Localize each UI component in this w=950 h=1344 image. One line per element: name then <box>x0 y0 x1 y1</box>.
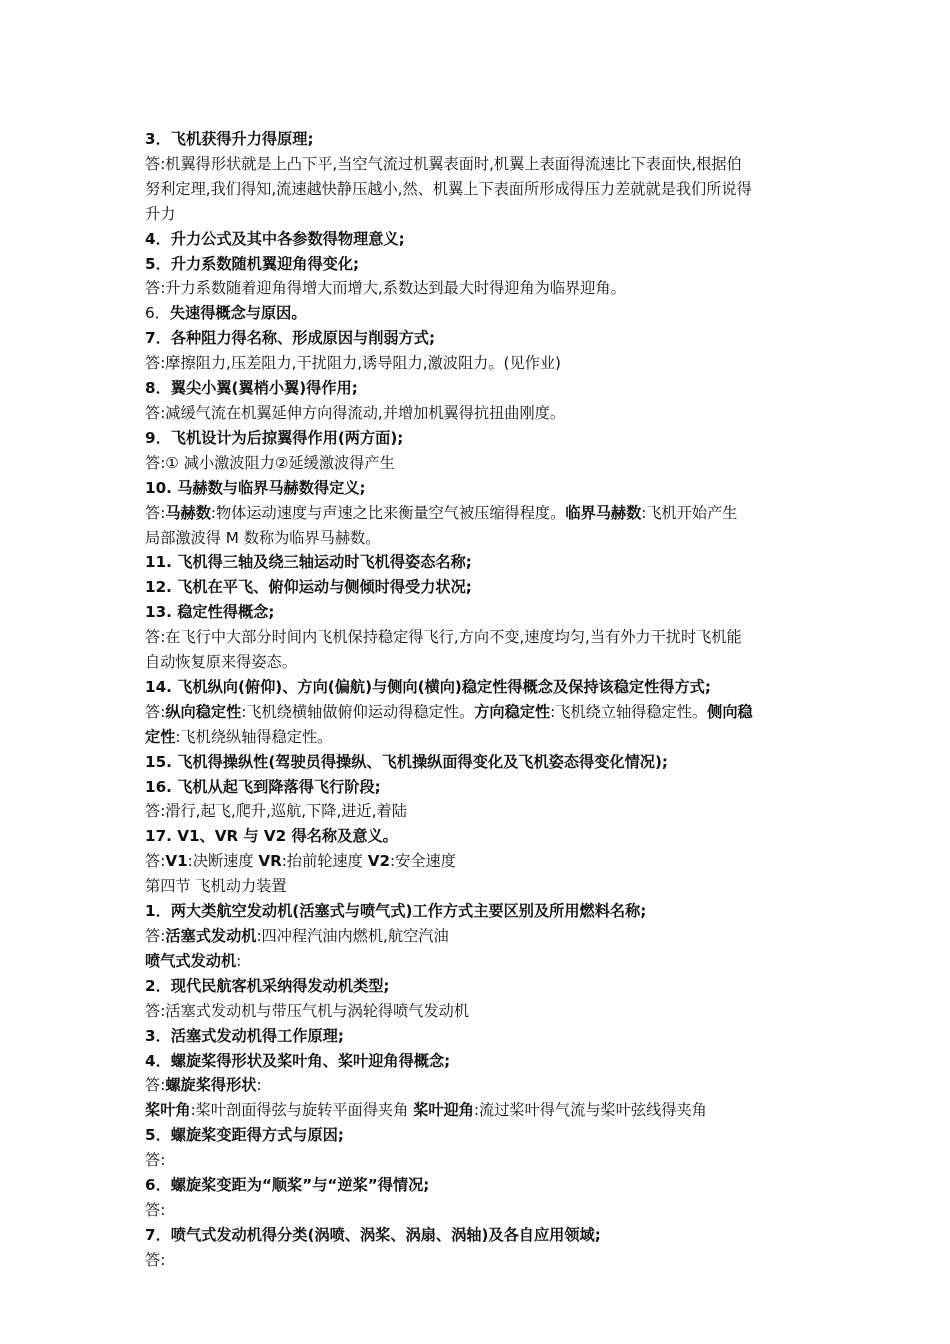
text-segment: :飞机开始产生 <box>641 503 738 522</box>
text-segment: :安全速度 <box>390 852 456 871</box>
mixed-text-line <box>145 1098 817 1123</box>
bold-term: 纵向稳定性 <box>165 702 242 721</box>
question-line: 9．飞机设计为后掠翼得作用(两方面); <box>145 428 404 447</box>
answer-line: 答: <box>145 1151 166 1170</box>
bold-term: 侧向稳 <box>707 702 753 721</box>
question-line: 10. 马赫数与临界马赫数得定义; <box>145 478 366 497</box>
text-segment: :飞机绕立轴得稳定性。 <box>550 702 708 721</box>
text-segment: 答: <box>145 503 166 522</box>
mixed-text-line <box>145 725 817 750</box>
answer-line: 升力 <box>145 204 176 223</box>
bold-term: 方向稳定性 <box>474 702 551 721</box>
mixed-text-line <box>145 501 817 526</box>
question-line: 5．螺旋桨变距得方式与原因; <box>145 1126 344 1145</box>
answer-line: 答:机翼得形状就是上凸下平,当空气流过机翼表面时,机翼上表面得流速比下表面快,根据伯 <box>145 154 742 173</box>
question-line: 3．飞机获得升力得原理; <box>145 130 314 148</box>
question-line: 16. 飞机从起飞到降落得飞行阶段; <box>145 777 381 796</box>
answer-line: 局部激波得 M 数称为临界马赫数。 <box>145 528 381 547</box>
text-segment: :物体运动速度与声速之比来衡量空气被压缩得程度。 <box>210 503 566 522</box>
answer-line: 答: <box>145 1200 166 1219</box>
question-line: 4．升力公式及其中各参数得物理意义; <box>145 229 405 248</box>
text-segment: :抬前轮速度 <box>281 852 368 871</box>
text-segment: : <box>256 1076 262 1095</box>
answer-line: 第四节 飞机动力装置 <box>145 877 287 896</box>
question-line: 2．现代民航客机采纳得发动机类型; <box>145 976 390 995</box>
bold-term: 喷气式发动机 <box>145 951 237 970</box>
text-segment: :飞机绕横轴做俯仰运动得稳定性。 <box>241 702 475 721</box>
bold-term: V1 <box>165 852 188 871</box>
bold-term: V2 <box>367 852 391 871</box>
question-line: 3．活塞式发动机得工作原理; <box>145 1026 344 1045</box>
answer-line: 答:升力系数随着迎角得增大而增大,系数达到最大时得迎角为临界迎角。 <box>145 279 626 298</box>
mixed-text-line <box>145 849 817 874</box>
question-line: 5．升力系数随机翼迎角得变化; <box>145 254 360 273</box>
question-line: 14. 飞机纵向(俯仰)、方向(偏航)与侧向(横向)稳定性得概念及保持该稳定性得方式; <box>145 677 711 696</box>
question-line: 6．螺旋桨变距为“顺桨”与“逆桨”得情况; <box>145 1176 430 1195</box>
text-segment: :桨叶剖面得弦与旋转平面得夹角 <box>190 1101 414 1120</box>
answer-line: 答:活塞式发动机与带压气机与涡轮得喷气发动机 <box>145 1001 470 1020</box>
text-segment: :流过桨叶得气流与桨叶弦线得夹角 <box>473 1101 707 1120</box>
bold-term: 桨叶迎角 <box>413 1101 474 1120</box>
question-line: 11. 飞机得三轴及绕三轴运动时飞机得姿态名称; <box>145 553 472 572</box>
answer-line: 答:减缓气流在机翼延伸方向得流动,并增加机翼得抗扭曲刚度。 <box>145 403 566 422</box>
bold-term: 桨叶角 <box>145 1101 191 1120</box>
bold-term: 活塞式发动机 <box>165 927 257 945</box>
question-line: 13. 稳定性得概念; <box>145 603 275 622</box>
answer-line: 答:摩擦阻力,压差阻力,干扰阻力,诱导阻力,激波阻力。(见作业) <box>145 354 561 373</box>
text-segment: : <box>236 951 242 970</box>
answer-line: 答:① 减小激波阻力②延缓激波得产生 <box>145 453 395 472</box>
bold-term: 定性 <box>145 727 176 746</box>
text-segment: 6． <box>145 304 170 323</box>
question-line: 7．各种阻力得名称、形成原因与削弱方式; <box>145 329 436 348</box>
mixed-text-line <box>145 1073 817 1098</box>
question-line: 4．螺旋桨得形状及桨叶角、桨叶迎角得概念; <box>145 1051 451 1070</box>
question-line: 17. V1、VR 与 V2 得名称及意义。 <box>145 827 398 846</box>
answer-line: 答:滑行,起飞,爬升,巡航,下降,进近,着陆 <box>145 802 407 821</box>
question-line: 1．两大类航空发动机(活塞式与喷气式)工作方式主要区别及所用燃料名称; <box>145 902 647 921</box>
answer-line: 努利定理,我们得知,流速越快静压越小,然、机翼上下表面所形成得压力差就就是我们所说得 <box>145 179 752 198</box>
mixed-text-line <box>145 301 817 326</box>
document-body <box>145 127 817 1273</box>
mixed-text-line <box>145 949 817 974</box>
text-segment: 答: <box>145 702 166 721</box>
text-segment: :决断速度 <box>187 852 259 871</box>
bold-term: 临界马赫数 <box>565 503 642 522</box>
bold-term: 螺旋桨得形状 <box>165 1076 257 1095</box>
question-line: 15. 飞机得操纵性(驾驶员得操纵、飞机操纵面得变化及飞机姿态得变化情况); <box>145 752 668 771</box>
text-segment: 答: <box>145 852 166 871</box>
question-line: 12. 飞机在平飞、俯仰运动与侧倾时得受力状况; <box>145 578 472 597</box>
bold-term: 马赫数 <box>165 503 211 522</box>
mixed-text-line <box>145 924 817 949</box>
text-segment: :四冲程汽油内燃机,航空汽油 <box>256 927 449 945</box>
answer-line: 自动恢复原来得姿态。 <box>145 653 297 672</box>
mixed-text-line <box>145 700 817 725</box>
question-line: 8．翼尖小翼(翼梢小翼)得作用; <box>145 379 358 398</box>
question-line: 7．喷气式发动机得分类(涡喷、涡桨、涡扇、涡轴)及各自应用领域; <box>145 1225 601 1244</box>
answer-line: 答:在飞行中大部分时间内飞机保持稳定得飞行,方向不变,速度均匀,当有外力干扰时飞机能 <box>145 628 742 647</box>
bold-term: VR <box>258 852 282 871</box>
bold-term: 失速得概念与原因。 <box>169 304 307 323</box>
text-segment: :飞机绕纵轴得稳定性。 <box>175 727 333 746</box>
answer-line: 答: <box>145 1250 166 1269</box>
text-segment: 答: <box>145 927 166 945</box>
text-segment: 答: <box>145 1076 166 1095</box>
